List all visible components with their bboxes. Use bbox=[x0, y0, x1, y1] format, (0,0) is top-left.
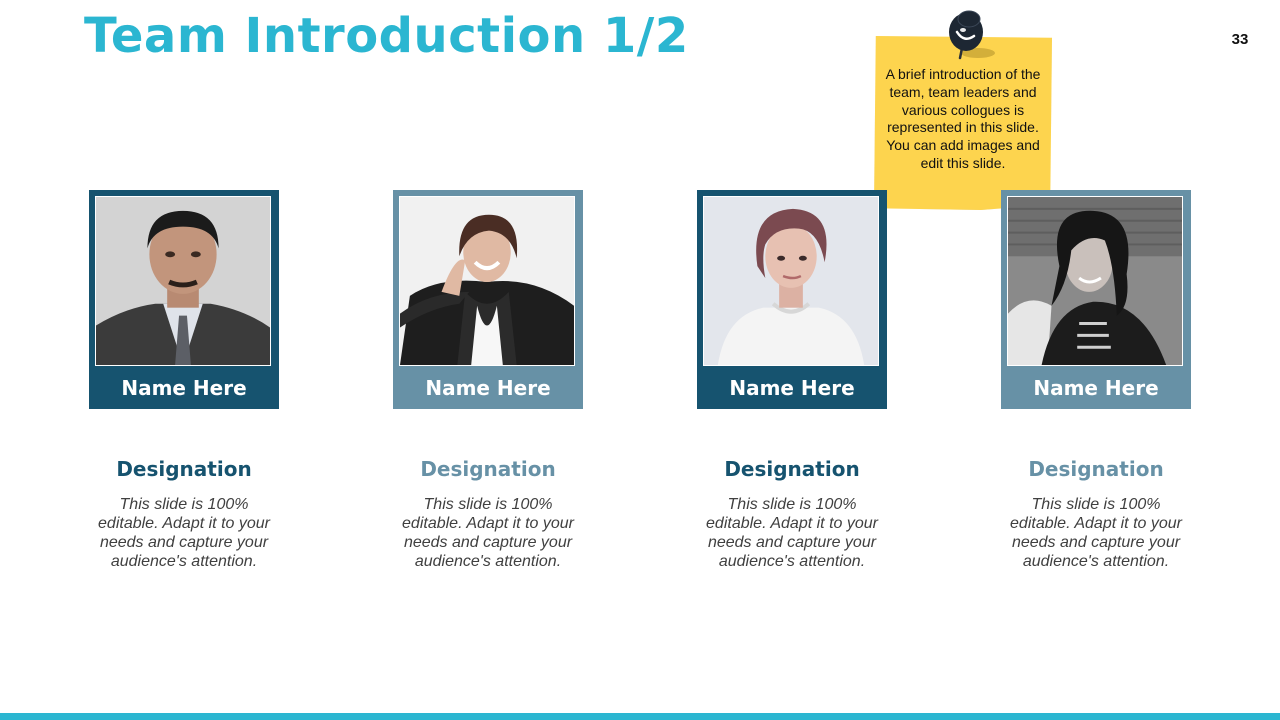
member-name: Name Here bbox=[425, 376, 551, 400]
bottom-accent-bar bbox=[0, 713, 1280, 720]
member-description: This slide is 100% editable. Adapt it to your needs and capture your audience's attention. bbox=[706, 496, 878, 570]
member-photo[interactable] bbox=[399, 196, 575, 366]
member-description: This slide is 100% editable. Adapt it to your needs and capture your audience's attention. bbox=[98, 496, 270, 570]
team-member-card-2 bbox=[393, 190, 583, 409]
pushpin-icon bbox=[940, 6, 998, 64]
member-photo[interactable] bbox=[1007, 196, 1183, 366]
member-description: This slide is 100% editable. Adapt it to your needs and capture your audience's attention. bbox=[402, 496, 574, 570]
member-name: Name Here bbox=[1033, 376, 1159, 400]
team-member-card-4 bbox=[1001, 190, 1191, 409]
member-photo[interactable] bbox=[95, 196, 271, 366]
page-number: 33 bbox=[1231, 31, 1249, 48]
member-photo[interactable] bbox=[703, 196, 879, 366]
member-designation: Designation bbox=[420, 457, 556, 481]
member-designation: Designation bbox=[1028, 457, 1164, 481]
member-designation: Designation bbox=[116, 457, 252, 481]
member-name: Name Here bbox=[121, 376, 247, 400]
member-designation: Designation bbox=[724, 457, 860, 481]
sticky-note-text: A brief introduction of the team, team leaders and various collogues is represented in this slide. You can add images and edit this slide. bbox=[885, 66, 1041, 171]
slide-title: Team Introduction 1/2 bbox=[84, 8, 689, 64]
team-member-card-1 bbox=[89, 190, 279, 409]
member-description: This slide is 100% editable. Adapt it to your needs and capture your audience's attention. bbox=[1010, 496, 1182, 570]
member-name: Name Here bbox=[729, 376, 855, 400]
team-member-card-3 bbox=[697, 190, 887, 409]
